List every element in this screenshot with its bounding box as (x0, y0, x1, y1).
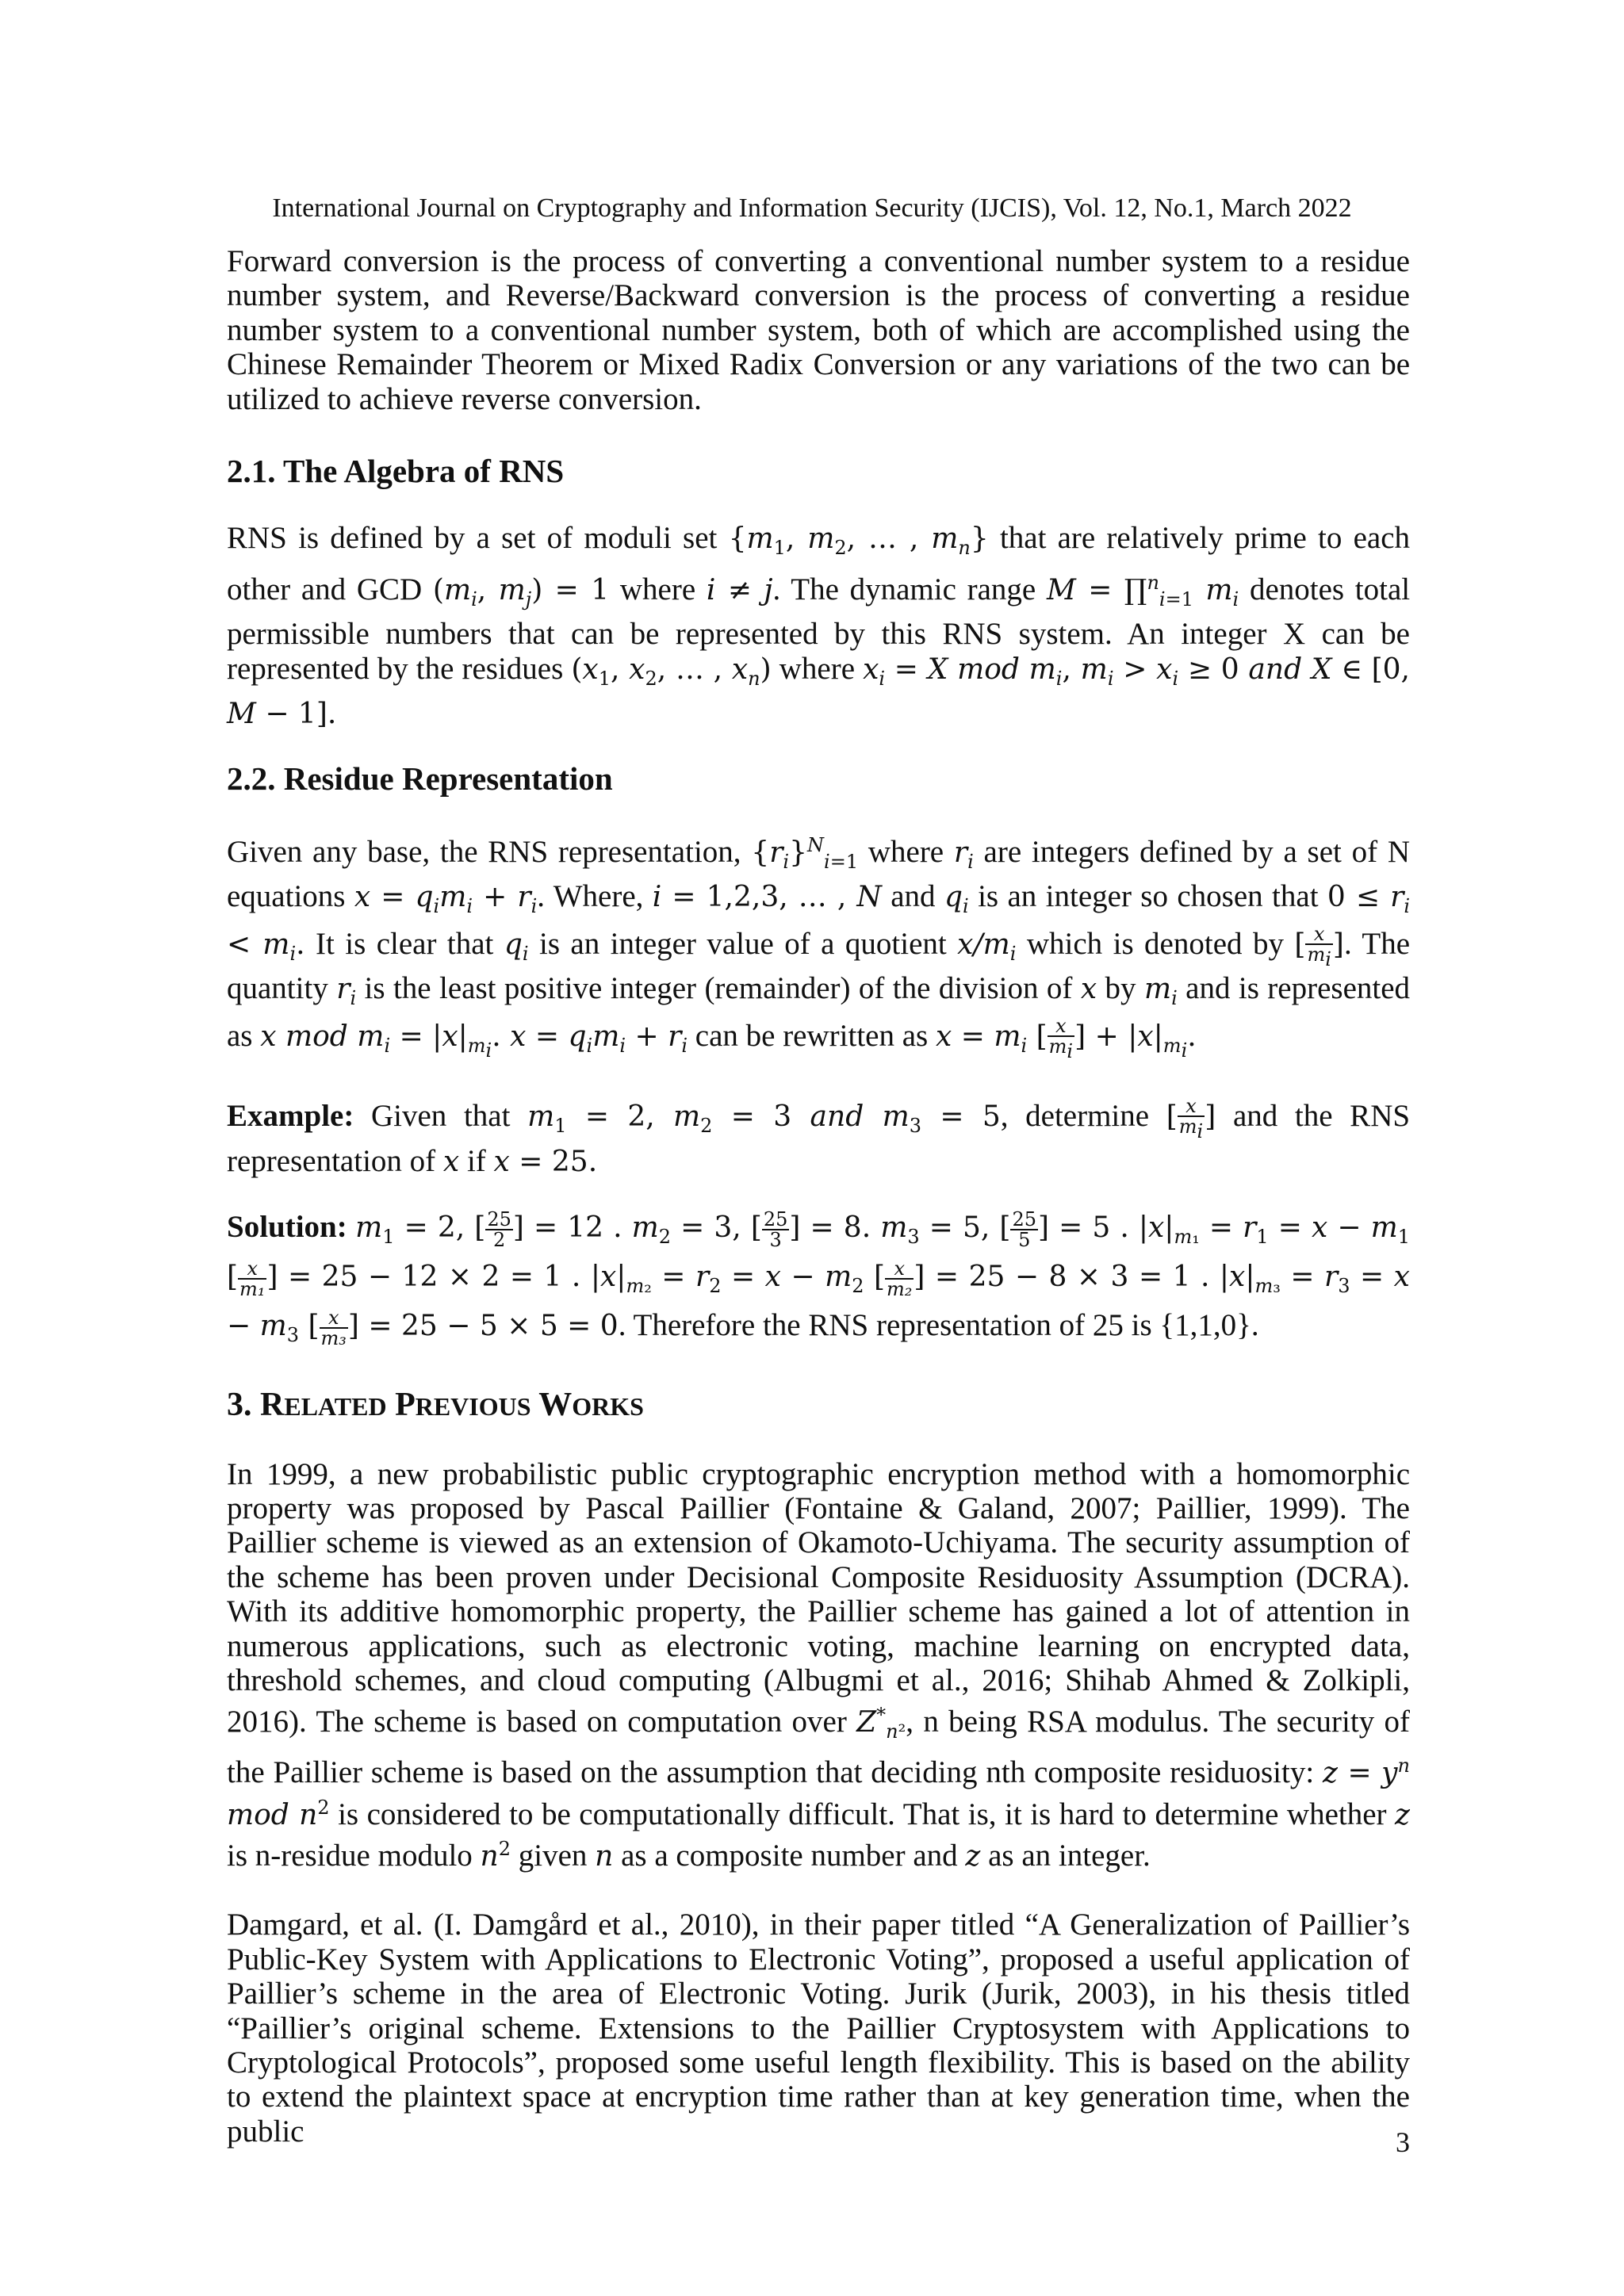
running-header: International Journal on Cryptography and Information Security (IJCIS), Vol. 12, No.1, March 2022 (272, 193, 1352, 223)
page-number: 3 (1396, 2126, 1410, 2158)
solution-paragraph: Solution: $m_1 = 2$, [ $\frac{25}{2}$ ] = 12 . $m_2 = 3$, [ $\frac{25}{3}$ ] = 8. $m_3 = 5$, [ $\frac{25}{5}$ ] = 5 . $|x|_{m_1} = r_1 = x - m_1$ [ $\frac{x}{\text{m₁}}$ ] = 25 − 12 × 2 = 1 . $|x|_{m_2} = r_2 = x - m_2$ [ $\frac{x}{\text{m₂}}$ ] = 25 − 8 × 3 = 1 . $|x|_{m_3} = r_3 = x - m_3$ [ $\frac{x}{\text{m₃}}$ ] = 25 − 5 × 5 = 0. Therefore the RNS representation of 25 is {1,1,0}. (227, 1208, 1411, 1350)
section-2-1-paragraph: RNS is defined by a set of moduli set {$m_1$, $m_2$, … , $m_n$} that are relatively prime to each other and GCD ($m_i$, $m_j) = 1$ where i ≠ j. The dynamic range M = ∏$^n_{i=1}$ $m_i$ denotes total permissible numbers that can be represented by this RNS system. An integer X can be represented by the residues ($x_1$, $x_2$, … , $x_n$) where $x_i = X$ mod $m_i$, $m_i > x_i \ge 0$ and X ∈ [0, M − 1]. (227, 521, 1411, 731)
example-paragraph: Example: Given that $m_1 = 2$, $m_2 = 3$ and $m_3 = 5$, determine [ $\frac{x}{m_i}$ ] and the RNS representation of x if x = 25. (227, 1095, 1411, 1178)
solution-label: Solution: (227, 1210, 347, 1245)
section-2-2-heading: 2.2. Residue Representation (227, 760, 613, 797)
page-content (227, 244, 1410, 2149)
section-2-2-paragraph: Given any base, the RNS representation, $\{r_i\}^N_{i=1}$ where $r_i$ are integers defined by a set of N equations $x = q_im_i + r_i$. Where, i = 1,2,3, … , N and $q_i$ is an integer so chosen that $0 \le r_i < m_i$. It is clear that $q_i$ is an integer value of a quotient $x/m_i$ which is denoted by [ $\frac{x}{m_i}$ ]. The quantity $r_i$ is the least positive integer (remainder) of the division of x by $m_i$ and is represented as x mod $m_i = |x|_{m_i}$. $x = q_im_i + r_i$ can be rewritten as $x = m_i$ [ $\frac{x}{m_i}$ ] + $|x|_{m_i}$. (227, 833, 1411, 1062)
related-works-paragraph-1: In 1999, a new probabilistic public cryptographic encryption method with a homomorphic property was proposed by Pascal Paillier (Fontaine & Galand, 2007; Paillier, 1999). The Paillier scheme is viewed as an extension of Okamoto-Uchiyama. The security assumption of the scheme has been proven under Decisional Composite Residuosity Assumption (DCRA). With its additive homomorphic property, the Paillier scheme has gained a lot of attention in numerous applications, such as electronic voting, machine learning on encrypted data, threshold schemes, and cloud computing (Albugmi et al., 2016; Shihab Ahmed & Zolkipli, 2016). The scheme is based on computation over $Z^*_{n^2}$, n being RSA modulus. The security of the Paillier scheme is based on the assumption that deciding nth composite residuosity: $z = y^n$ mod $n^2$ is considered to be computationally difficult. That is, it is hard to determine whether z is n-residue modulo $n^2$ given n as a composite number and z as an integer. (227, 1456, 1411, 1873)
intro-paragraph: Forward conversion is the process of converting a conventional number system to a residue number system, and Reverse/Backward conversion is the process of converting a residue number system to a conventional number system, both of which are accomplished using the Chinese Remainder Theorem or Mixed Radix Conversion or any variations of the two can be utilized to achieve reverse conversion. (227, 244, 1410, 416)
section-3-heading: 3. RELATED PREVIOUS WORKS (227, 1386, 644, 1423)
related-works-paragraph-2: Damgard, et al. (I. Damgård et al., 2010), in their paper titled “A Generalization of Paillier’s Public-Key System with Applications to Electronic Voting”, proposed a useful application of Paillier’s scheme in the area of Electronic Voting. Jurik (Jurik, 2003), in his thesis titled “Paillier’s original scheme. Extensions to the Paillier Cryptosystem with Applications to Cryptological Protocols”, proposed some useful length flexibility. This is based on the ability to extend the plaintext space at encryption time rather than at key generation time, when the public (227, 1908, 1410, 2149)
example-label: Example: (227, 1099, 354, 1134)
section-2-1-heading: 2.1. The Algebra of RNS (227, 453, 565, 490)
